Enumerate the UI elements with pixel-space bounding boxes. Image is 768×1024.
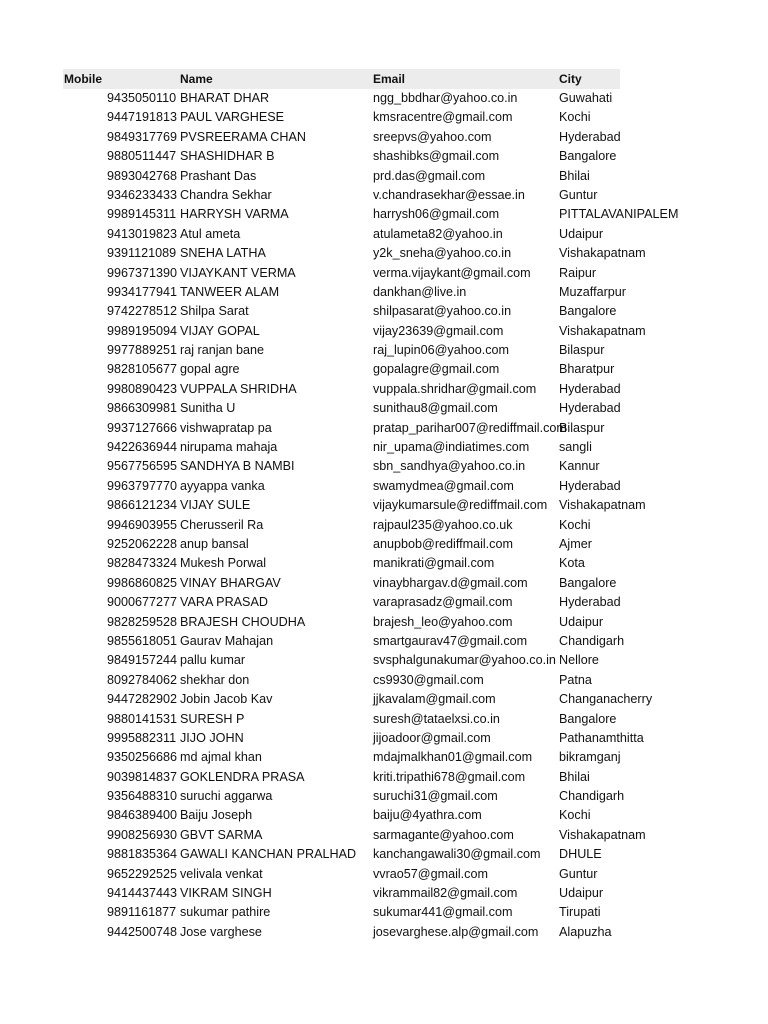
city-cell[interactable]: Kochi xyxy=(559,517,591,532)
name-cell[interactable]: Baiju Joseph xyxy=(180,808,253,823)
email-cell[interactable]: swamydmea@gmail.com xyxy=(373,478,514,493)
mobile-cell[interactable]: 9989195094 xyxy=(107,323,178,338)
name-cell[interactable]: Gaurav Mahajan xyxy=(180,633,274,648)
email-cell[interactable]: raj_lupin06@yahoo.com xyxy=(373,343,510,358)
name-cell[interactable]: VINAY BHARGAV xyxy=(180,575,281,590)
city-cell[interactable]: Guntur xyxy=(559,187,598,202)
table-body xyxy=(63,89,679,942)
mobile-cell[interactable]: 9963797770 xyxy=(107,478,178,493)
mobile-cell[interactable]: 9567756595 xyxy=(107,459,178,474)
name-cell[interactable]: velivala venkat xyxy=(180,866,263,881)
table-row xyxy=(63,457,620,476)
email-cell[interactable]: jjkavalam@gmail.com xyxy=(373,692,496,707)
email-cell[interactable]: kmsracentre@gmail.com xyxy=(373,110,513,125)
city-cell[interactable]: Bhilai xyxy=(559,769,590,784)
mobile-cell[interactable]: 9828105677 xyxy=(107,362,178,377)
name-cell[interactable]: pallu kumar xyxy=(180,653,246,668)
city-cell[interactable]: Vishakapatnam xyxy=(559,246,646,261)
email-cell[interactable]: sreepvs@yahoo.com xyxy=(373,129,492,144)
table-row xyxy=(63,574,620,593)
city-cell[interactable]: Guntur xyxy=(559,866,598,881)
email-cell[interactable]: dankhan@live.in xyxy=(373,284,467,299)
name-cell[interactable]: JIJO JOHN xyxy=(180,730,244,745)
mobile-cell[interactable]: 9881835364 xyxy=(107,847,178,862)
name-cell[interactable]: Sunitha U xyxy=(180,401,236,416)
name-cell[interactable]: vishwapratap pa xyxy=(180,420,272,435)
table-row xyxy=(63,147,620,166)
email-cell[interactable]: suresh@tataelxsi.co.in xyxy=(373,711,500,726)
table-row xyxy=(63,419,620,438)
name-cell[interactable]: GBVT SARMA xyxy=(180,827,263,842)
email-cell[interactable]: jijoadoor@gmail.com xyxy=(373,730,491,745)
mobile-cell[interactable]: 9866121234 xyxy=(107,498,178,513)
name-cell[interactable]: Atul ameta xyxy=(180,226,241,241)
mobile-cell[interactable]: 9880141531 xyxy=(107,711,178,726)
table-row xyxy=(63,690,653,709)
mobile-cell[interactable]: 9414437443 xyxy=(107,886,178,901)
mobile-cell[interactable]: 9350256686 xyxy=(107,750,178,765)
name-cell[interactable]: SURESH P xyxy=(180,711,245,726)
table-row xyxy=(63,322,646,341)
email-cell[interactable]: mdajmalkhan01@gmail.com xyxy=(373,750,533,765)
mobile-cell[interactable]: 9742278512 xyxy=(107,304,178,319)
email-cell[interactable]: rajpaul235@yahoo.co.uk xyxy=(373,517,513,532)
table-row xyxy=(63,438,620,457)
table-row xyxy=(63,671,620,690)
mobile-cell[interactable]: 9986860825 xyxy=(107,575,178,590)
table-row xyxy=(63,302,620,321)
mobile-cell[interactable]: 9447191813 xyxy=(107,110,178,125)
email-cell[interactable]: vinaybhargav.d@gmail.com xyxy=(373,575,528,590)
mobile-cell[interactable]: 9980890423 xyxy=(107,381,178,396)
name-cell[interactable]: VIJAY SULE xyxy=(180,498,251,513)
city-cell[interactable]: Udaipur xyxy=(559,886,604,901)
table-row xyxy=(63,923,620,942)
city-cell[interactable]: Muzaffarpur xyxy=(559,284,626,299)
mobile-cell[interactable]: 9934177941 xyxy=(107,284,178,299)
table-row xyxy=(63,283,626,302)
mobile-cell[interactable]: 9866309981 xyxy=(107,401,178,416)
name-cell[interactable]: VIKRAM SINGH xyxy=(180,886,272,901)
table-row xyxy=(63,128,620,147)
name-cell[interactable]: nirupama mahaja xyxy=(180,440,278,455)
name-cell[interactable]: shekhar don xyxy=(180,672,250,687)
city-cell[interactable]: Chandigarh xyxy=(559,789,625,804)
city-cell[interactable]: Guwahati xyxy=(559,91,613,105)
city-cell[interactable]: Changanacherry xyxy=(559,692,653,707)
mobile-cell[interactable]: 9346233433 xyxy=(107,187,178,202)
table-row xyxy=(63,535,620,554)
table-row xyxy=(63,554,620,573)
name-cell[interactable]: anup bansal xyxy=(180,536,249,551)
city-cell[interactable]: Bilaspur xyxy=(559,343,605,358)
table-row xyxy=(63,710,620,729)
name-cell[interactable]: gopal agre xyxy=(180,362,240,377)
column-header-city[interactable]: City xyxy=(559,72,582,86)
name-cell[interactable]: GAWALI KANCHAN PRALHAD xyxy=(180,847,357,862)
city-cell[interactable]: Hyderabad xyxy=(559,401,621,416)
name-cell[interactable]: SHASHIDHAR B xyxy=(180,149,275,164)
city-cell[interactable]: Bangalore xyxy=(559,304,617,319)
email-cell[interactable]: cs9930@gmail.com xyxy=(373,672,484,687)
city-cell[interactable]: Kota xyxy=(559,556,585,571)
name-cell[interactable]: raj ranjan bane xyxy=(180,343,265,358)
name-cell[interactable]: Cherusseril Ra xyxy=(180,517,264,532)
city-cell[interactable]: Bangalore xyxy=(559,149,617,164)
mobile-cell[interactable]: 9039814837 xyxy=(107,769,178,784)
name-cell[interactable]: Prashant Das xyxy=(180,168,257,183)
city-cell[interactable]: Bharatpur xyxy=(559,362,615,377)
table-header-row xyxy=(63,69,620,89)
mobile-cell[interactable]: 9442500748 xyxy=(107,924,178,939)
table-row xyxy=(63,516,620,535)
table-row xyxy=(63,360,620,379)
mobile-cell[interactable]: 9422636944 xyxy=(107,440,178,455)
city-cell[interactable]: Bilaspur xyxy=(559,420,605,435)
email-cell[interactable]: vuppala.shridhar@gmail.com xyxy=(373,381,537,396)
table-row xyxy=(63,341,620,360)
email-cell[interactable]: vijaykumarsule@rediffmail.com xyxy=(373,498,548,513)
email-cell[interactable]: varaprasadz@gmail.com xyxy=(373,595,513,610)
email-cell[interactable]: sbn_sandhya@yahoo.co.in xyxy=(373,459,526,474)
name-cell[interactable]: HARRYSH VARMA xyxy=(180,207,289,222)
table-row xyxy=(63,380,620,399)
email-cell[interactable]: y2k_sneha@yahoo.co.in xyxy=(373,246,512,261)
table-row xyxy=(63,613,620,632)
table-row xyxy=(63,632,625,651)
name-cell[interactable]: md ajmal khan xyxy=(180,750,262,765)
mobile-cell[interactable]: 9413019823 xyxy=(107,226,178,241)
city-cell[interactable]: Udaipur xyxy=(559,614,604,629)
mobile-cell[interactable]: 9447282902 xyxy=(107,692,178,707)
table-row xyxy=(63,399,620,418)
city-cell[interactable]: Patna xyxy=(559,672,592,687)
mobile-cell[interactable]: 9252062228 xyxy=(107,536,178,551)
table-row xyxy=(63,496,646,515)
column-header-email[interactable]: Email xyxy=(373,72,406,86)
mobile-cell[interactable]: 9946903955 xyxy=(107,517,178,532)
mobile-cell[interactable]: 9967371390 xyxy=(107,265,178,280)
city-cell[interactable]: Raipur xyxy=(559,265,597,280)
email-cell[interactable]: v.chandrasekhar@essae.in xyxy=(373,187,525,202)
city-cell[interactable]: Bangalore xyxy=(559,575,617,590)
name-cell[interactable]: Chandra Sekhar xyxy=(180,187,272,202)
name-cell[interactable]: sukumar pathire xyxy=(180,905,271,920)
city-cell[interactable]: DHULE xyxy=(559,847,602,862)
city-cell[interactable]: Bhilai xyxy=(559,168,590,183)
city-cell[interactable]: Bangalore xyxy=(559,711,617,726)
column-header-name[interactable]: Name xyxy=(180,72,213,86)
name-cell[interactable]: Jose varghese xyxy=(180,924,262,939)
name-cell[interactable]: VUPPALA SHRIDHA xyxy=(180,381,297,396)
mobile-cell[interactable]: 9391121089 xyxy=(107,246,177,261)
email-cell[interactable]: prd.das@gmail.com xyxy=(373,168,486,183)
name-cell[interactable]: Shilpa Sarat xyxy=(180,304,249,319)
name-cell[interactable]: suruchi aggarwa xyxy=(180,789,273,804)
mobile-cell[interactable]: 9828259528 xyxy=(107,614,178,629)
email-cell[interactable]: anupbob@rediffmail.com xyxy=(373,536,513,551)
mobile-cell[interactable]: 9893042768 xyxy=(107,168,178,183)
name-cell[interactable]: PAUL VARGHESE xyxy=(180,110,285,125)
name-cell[interactable]: Mukesh Porwal xyxy=(180,556,267,571)
city-cell[interactable]: PITTALAVANIPALEM xyxy=(559,207,679,222)
email-cell[interactable]: josevarghese.alp@gmail.com xyxy=(373,924,539,939)
email-cell[interactable]: shilpasarat@yahoo.co.in xyxy=(373,304,512,319)
table-row xyxy=(63,903,620,922)
name-cell[interactable]: PVSREERAMA CHAN xyxy=(180,129,306,144)
city-cell[interactable]: Kochi xyxy=(559,110,591,125)
mobile-cell[interactable]: 9937127666 xyxy=(107,420,178,435)
email-cell[interactable]: manikrati@gmail.com xyxy=(373,556,495,571)
mobile-cell[interactable]: 9891161877 xyxy=(107,905,177,920)
mobile-cell[interactable]: 9000677277 xyxy=(107,595,178,610)
email-cell[interactable]: ngg_bbdhar@yahoo.co.in xyxy=(373,91,518,105)
city-cell[interactable]: Tirupati xyxy=(559,905,601,920)
mobile-cell[interactable]: 9995882311 xyxy=(107,730,177,745)
city-cell[interactable]: Udaipur xyxy=(559,226,604,241)
table-row xyxy=(63,205,679,224)
city-cell[interactable]: bikramganj xyxy=(559,750,621,765)
table-row xyxy=(63,806,620,825)
email-cell[interactable]: kanchangawali30@gmail.com xyxy=(373,847,541,862)
email-cell[interactable]: smartgaurav47@gmail.com xyxy=(373,633,528,648)
email-cell[interactable]: baiju@4yathra.com xyxy=(373,808,482,823)
email-cell[interactable]: harrysh06@gmail.com xyxy=(373,207,500,222)
mobile-cell[interactable]: 9828473324 xyxy=(107,556,178,571)
city-cell[interactable]: Pathanamthitta xyxy=(559,730,644,745)
table-row xyxy=(63,884,620,903)
email-cell[interactable]: nir_upama@indiatimes.com xyxy=(373,440,530,455)
email-cell[interactable]: brajesh_leo@yahoo.com xyxy=(373,614,513,629)
table-row xyxy=(63,225,620,244)
column-header-mobile[interactable]: Mobile xyxy=(64,72,102,86)
table-row xyxy=(63,108,620,127)
name-cell[interactable]: GOKLENDRA PRASA xyxy=(180,769,305,784)
table-row xyxy=(63,186,620,205)
contact-table xyxy=(63,69,679,942)
table-row xyxy=(63,865,620,884)
mobile-cell[interactable]: 9880511447 xyxy=(107,149,177,164)
email-cell[interactable]: gopalagre@gmail.com xyxy=(373,362,500,377)
email-cell[interactable]: sukumar441@gmail.com xyxy=(373,905,513,920)
table-row xyxy=(63,89,620,108)
mobile-cell[interactable]: 9849317769 xyxy=(107,129,178,144)
city-cell[interactable]: Alapuzha xyxy=(559,924,612,939)
name-cell[interactable]: BHARAT DHAR xyxy=(180,91,270,105)
email-cell[interactable]: verma.vijaykant@gmail.com xyxy=(373,265,531,280)
email-cell[interactable]: vijay23639@gmail.com xyxy=(373,323,504,338)
city-cell[interactable]: Vishakapatnam xyxy=(559,323,646,338)
email-cell[interactable]: shashibks@gmail.com xyxy=(373,149,500,164)
table-row xyxy=(63,845,620,864)
table-row xyxy=(63,768,620,787)
city-cell[interactable]: sangli xyxy=(559,440,592,455)
email-cell[interactable]: vikrammail82@gmail.com xyxy=(373,886,518,901)
mobile-cell[interactable]: 9908256930 xyxy=(107,827,178,842)
table-row xyxy=(63,167,620,186)
email-cell[interactable]: atulameta82@yahoo.in xyxy=(373,226,503,241)
name-cell[interactable]: SNEHA LATHA xyxy=(180,246,266,261)
city-cell[interactable]: Vishakapatnam xyxy=(559,827,646,842)
mobile-cell[interactable]: 9977889251 xyxy=(107,343,178,358)
city-cell[interactable]: Ajmer xyxy=(559,536,592,551)
table-row xyxy=(63,787,625,806)
email-cell[interactable]: sunithau8@gmail.com xyxy=(373,401,498,416)
city-cell[interactable]: Nellore xyxy=(559,653,599,668)
email-cell[interactable]: svsphalgunakumar@yahoo.co.in xyxy=(373,653,556,668)
mobile-cell[interactable]: 9652292525 xyxy=(107,866,178,881)
name-cell[interactable]: Jobin Jacob Kav xyxy=(180,692,273,707)
name-cell[interactable]: BRAJESH CHOUDHA xyxy=(180,614,306,629)
email-cell[interactable]: vvrao57@gmail.com xyxy=(373,866,488,881)
table-row xyxy=(63,826,646,845)
city-cell[interactable]: Chandigarh xyxy=(559,633,625,648)
mobile-cell[interactable]: 9356488310 xyxy=(107,789,178,804)
email-cell[interactable]: pratap_parihar007@rediffmail.com xyxy=(373,420,567,435)
city-cell[interactable]: Hyderabad xyxy=(559,129,621,144)
name-cell[interactable]: VIJAYKANT VERMA xyxy=(180,265,296,280)
mobile-cell[interactable]: 8092784062 xyxy=(107,672,178,687)
name-cell[interactable]: VIJAY GOPAL xyxy=(180,323,260,338)
mobile-cell[interactable]: 9846389400 xyxy=(107,808,178,823)
mobile-cell[interactable]: 9989145311 xyxy=(107,207,177,222)
mobile-cell[interactable]: 9435050110 xyxy=(107,91,177,105)
name-cell[interactable]: ayyappa vanka xyxy=(180,478,265,493)
city-cell[interactable]: Vishakapatnam xyxy=(559,498,646,513)
table-row xyxy=(63,593,620,612)
email-cell[interactable]: kriti.tripathi678@gmail.com xyxy=(373,769,526,784)
city-cell[interactable]: Kochi xyxy=(559,808,591,823)
table-row xyxy=(63,651,620,670)
city-cell[interactable]: Hyderabad xyxy=(559,478,621,493)
table-row xyxy=(63,729,644,748)
table-row xyxy=(63,264,620,283)
email-cell[interactable]: sarmagante@yahoo.com xyxy=(373,827,514,842)
city-cell[interactable]: Hyderabad xyxy=(559,381,621,396)
mobile-cell[interactable]: 9855618051 xyxy=(107,633,178,648)
table-row xyxy=(63,748,620,767)
name-cell[interactable]: VARA PRASAD xyxy=(180,595,268,610)
table-row xyxy=(63,477,620,496)
table-row xyxy=(63,244,646,263)
name-cell[interactable]: SANDHYA B NAMBI xyxy=(180,459,295,474)
city-cell[interactable]: Kannur xyxy=(559,459,600,474)
email-cell[interactable]: suruchi31@gmail.com xyxy=(373,789,498,804)
mobile-cell[interactable]: 9849157244 xyxy=(107,653,178,668)
name-cell[interactable]: TANWEER ALAM xyxy=(180,284,280,299)
city-cell[interactable]: Hyderabad xyxy=(559,595,621,610)
